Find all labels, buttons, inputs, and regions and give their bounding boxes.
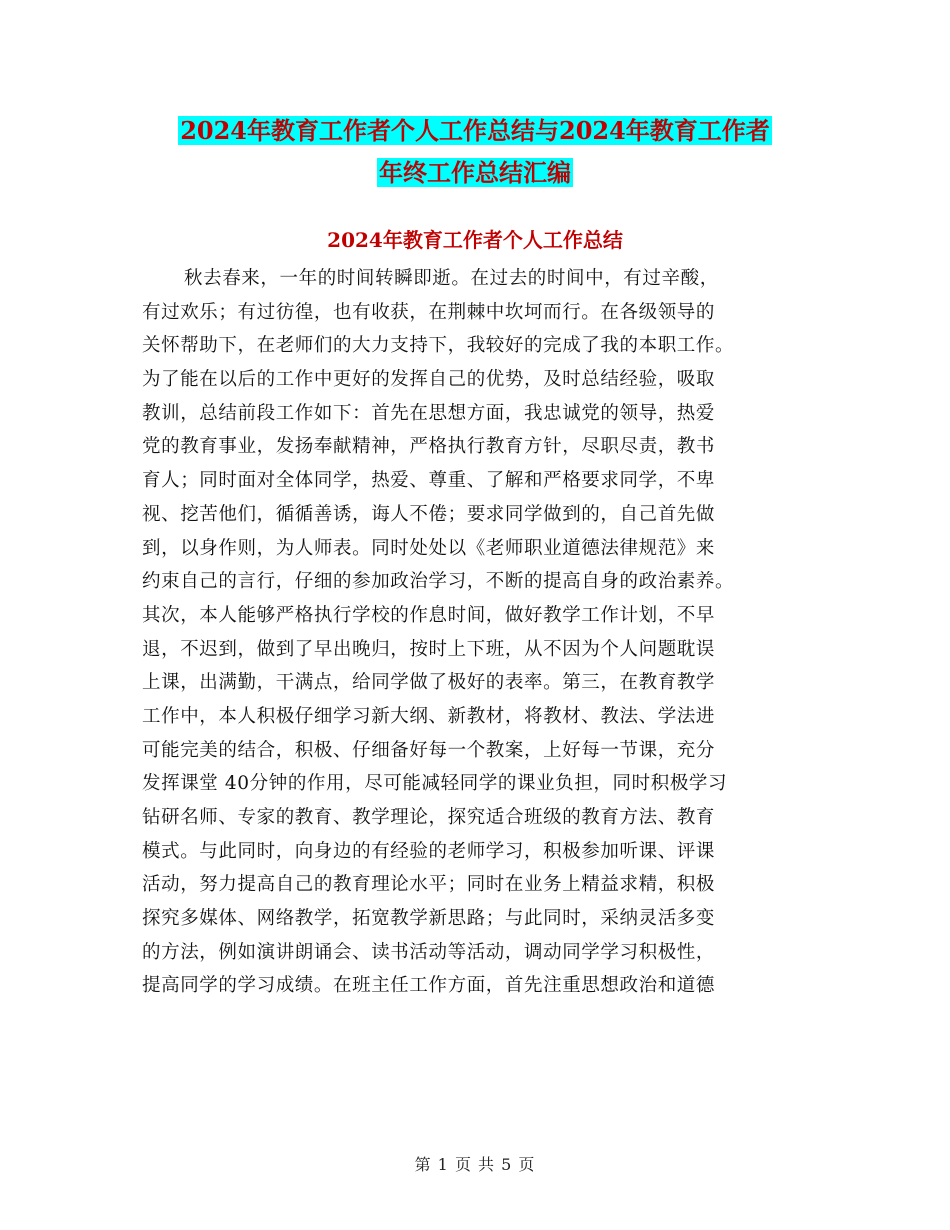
- title-line-1: 2024年教育工作者个人工作总结与2024年教育工作者: [180, 116, 770, 145]
- body-line: 其次，本人能够严格执行学校的作息时间，做好教学工作计划，不早: [142, 604, 716, 626]
- page-footer: 第 1 页 共 5 页: [414, 1155, 536, 1174]
- body-line: 上课，出满勤，干满点，给同学做了极好的表率。第三，在教育教学: [142, 672, 716, 694]
- body-line: 秋去春来，一年的时间转瞬即逝。在过去的时间中，有过辛酸，: [184, 268, 719, 289]
- body-line: 到，以身作则，为人师表。同时处处以《老师职业道德法律规范》来: [142, 537, 716, 559]
- body-line: 约束自己的言行，仔细的参加政治学习，不断的提高自身的政治素养。: [142, 571, 735, 593]
- body-line: 的方法，例如演讲朗诵会、读书活动等活动，调动同学学习积极性，: [142, 941, 716, 963]
- body-text: [142, 262, 812, 1003]
- body-line: 提高同学的学习成绩。在班主任工作方面，首先注重思想政治和道德: [142, 975, 716, 997]
- body-line: 党的教育事业，发扬奉献精神，严格执行教育方针，尽职尽责，教书: [142, 436, 716, 458]
- body-line: 教训，总结前段工作如下：首先在思想方面，我忠诚党的领导，热爱: [142, 402, 716, 424]
- body-line: 有过欢乐；有过彷徨，也有收获，在荆棘中坎坷而行。在各级领导的: [142, 301, 716, 323]
- body-line: 为了能在以后的工作中更好的发挥自己的优势，及时总结经验，吸取: [142, 369, 716, 391]
- body-line: 育人；同时面对全体同学，热爱、尊重、了解和严格要求同学，不卑: [142, 470, 716, 492]
- section-title: 2024年教育工作者个人工作总结: [327, 228, 623, 252]
- body-line: 退，不迟到，做到了早出晚归，按时上下班，从不因为个人问题耽误: [142, 638, 716, 660]
- body-line: 视、挖苦他们，循循善诱，诲人不倦；要求同学做到的，自己首先做: [142, 503, 716, 525]
- body-line: 发挥课堂 40分钟的作用，尽可能减轻同学的课业负担，同时积极学习: [142, 773, 728, 795]
- body-line: 关怀帮助下，在老师们的大力支持下，我较好的完成了我的本职工作。: [142, 335, 735, 357]
- body-line: 模式。与此同时，向身边的有经验的老师学习，积极参加听课、评课: [142, 840, 716, 862]
- body-line: 工作中，本人积极仔细学习新大纲、新教材，将教材、教法、学法进: [142, 705, 716, 727]
- body-line: 活动，努力提高自己的教育理论水平；同时在业务上精益求精，积极: [142, 874, 716, 896]
- body-line: 钻研名师、专家的教育、教学理论，探究适合班级的教育方法、教育: [142, 807, 716, 828]
- body-line: 探究多媒体、网络教学，拓宽教学新思路；与此同时，采纳灵活多变: [142, 908, 716, 930]
- document-title: [140, 110, 810, 194]
- body-line: 可能完美的结合，积极、仔细备好每一个教案，上好每一节课，充分: [142, 739, 716, 761]
- title-line-2: 年终工作总结汇编: [379, 158, 571, 187]
